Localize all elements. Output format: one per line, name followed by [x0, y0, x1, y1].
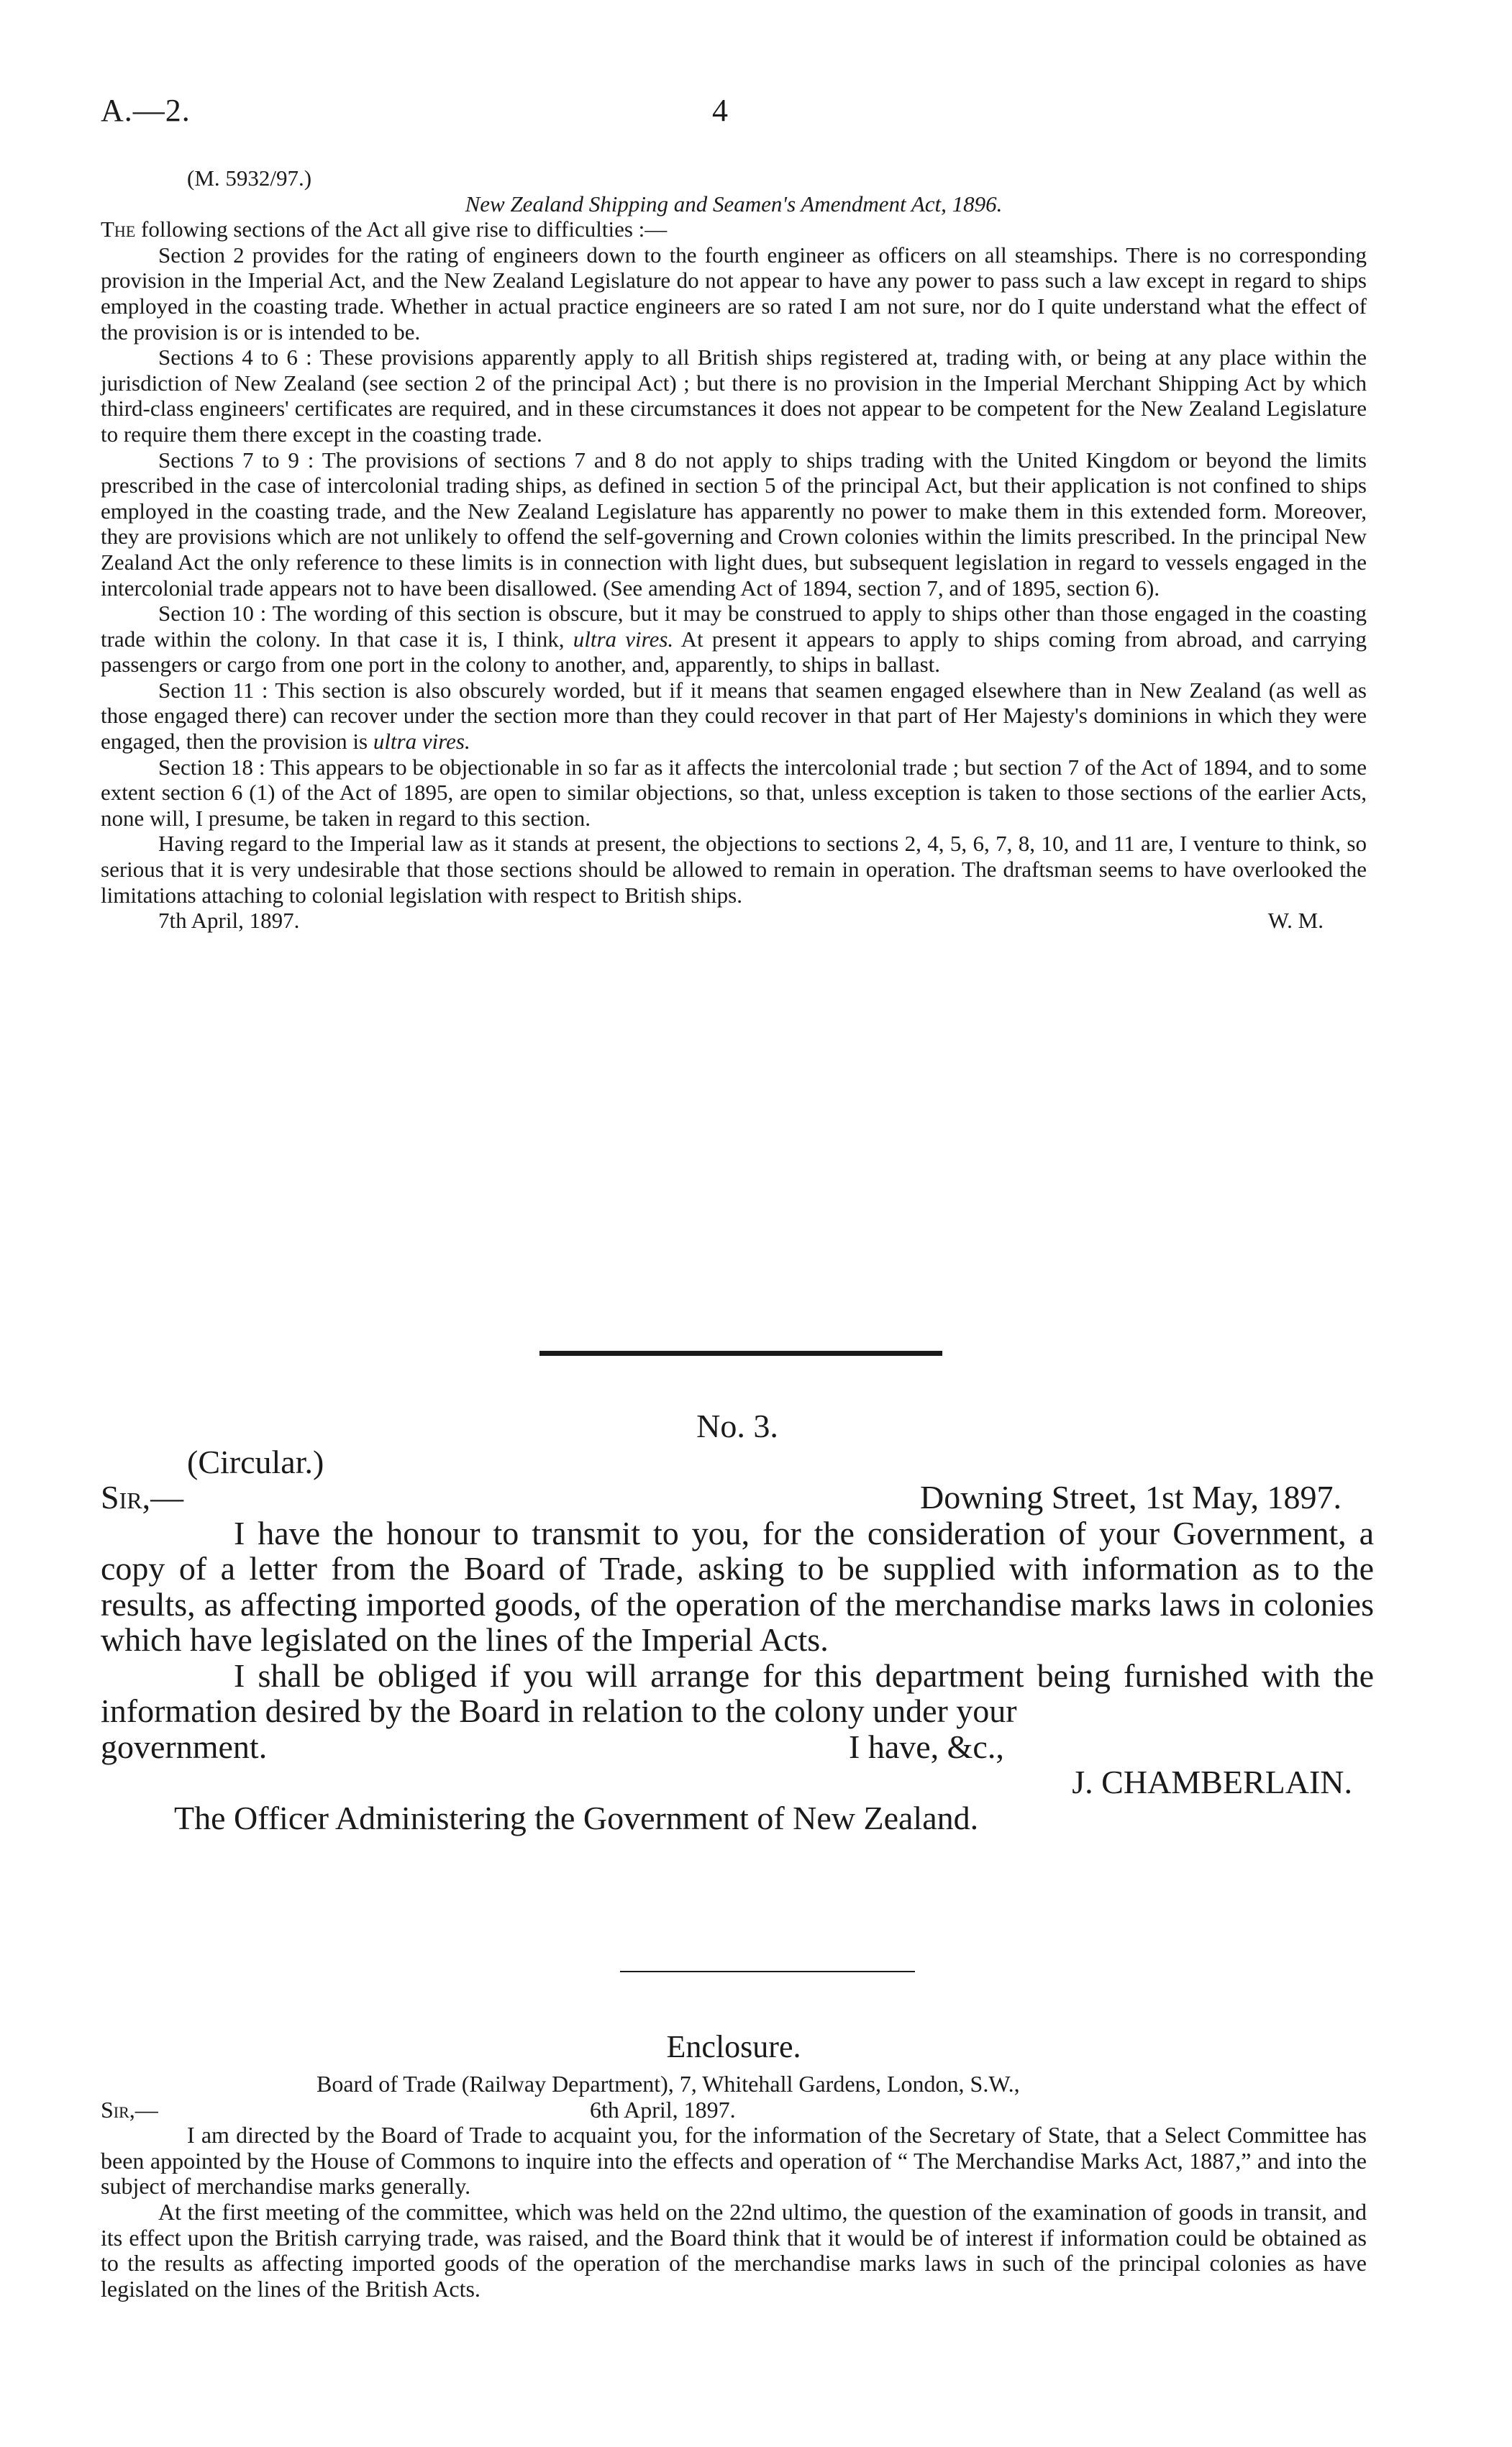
- page-reference: A.—2.: [101, 93, 191, 128]
- section-10-paragraph: [101, 601, 1367, 678]
- act-title: New Zealand Shipping and Seamen's Amendment Act, 1896.: [465, 191, 1003, 217]
- section-10-italic: ultra vires.: [573, 626, 674, 652]
- page-number: 4: [712, 93, 728, 128]
- closing: I have, &c.,: [849, 1728, 1004, 1765]
- intro-paragraph: [101, 217, 1367, 242]
- enclosure-address: Board of Trade (Railway Department), 7, Whitehall Gardens, London, S.W.,: [316, 2071, 1020, 2097]
- enclosure: [101, 2027, 1367, 2302]
- section-10-text-end: At present it appears to apply to ships coming from abroad, and carrying passengers or cargo from one port in the colony to another, and, apparently, to ships in ballast.: [101, 626, 1367, 678]
- salutation-row: [101, 1480, 1374, 1516]
- paragraph-end: government.: [101, 1728, 268, 1765]
- intro-rest: following sections of the Act all give rise to difficulties :—: [135, 217, 668, 242]
- intro-lead: The: [101, 217, 136, 242]
- section-divider: [539, 1351, 942, 1356]
- document-number: No. 3.: [696, 1408, 778, 1444]
- section-11-italic: ultra vires.: [373, 729, 470, 755]
- letter-signature: J. CHAMBERLAIN.: [1072, 1764, 1352, 1800]
- enclosure-paragraph-1: I am directed by the Board of Trade to acquaint you, for the information of the Secretary of State, that a Select Committee has been appointed by the House of Commons to inquire into the effects and operation of “ The Merchandise Marks Act, 1887,” and into the subject of merchandise marks generally.: [101, 2122, 1367, 2200]
- salutation: Sir,—: [101, 1479, 184, 1516]
- enclosure-salutation-row: [101, 2097, 1367, 2123]
- enclosure-salutation: Sir,—: [101, 2096, 158, 2123]
- sections-7-9-paragraph: Sections 7 to 9 : The provisions of sections 7 and 8 do not apply to ships trading with the United Kingdom or beyond the limits prescribed in the case of intercolonial trading ships, as defined in section 5 of the principal Act, but their application is not confined to ships employed in the coasting trade, and the New Zealand Legislature has apparently no power to make them in this extended form. Moreover, they are provisions which are not unlikely to offend the self-governing and Crown colonies within the limits prescribed. In the principal New Zealand Act the only reference to these limits is in connection with light dues, but subsequent legislation in regard to vessels engaged in the intercolonial trade appears not to have been disallowed. (See amending Act of 1894, section 7, and of 1895, section 6).: [101, 447, 1367, 601]
- sender-address-date: Downing Street, 1st May, 1897.: [919, 1479, 1342, 1516]
- section-divider-thin: [620, 1971, 915, 1972]
- addressee: The Officer Administering the Government of New Zealand.: [174, 1799, 979, 1836]
- concluding-paragraph: Having regard to the Imperial law as it stands at present, the objections to sections 2, 4, 5, 6, 7, 8, 10, and 11 are, I venture to think, so serious that it is very undesirable that those sections should be allowed to remain in operation. The draftsman seems to have overlooked the limitations attaching to colonial legislation with respect to British ships.: [101, 831, 1367, 908]
- letter-request-paragraph: I shall be obliged if you will arrange for this department being furnished with the information desired by the Board in relation to the colony under your: [101, 1657, 1374, 1729]
- memo-signature-row: [101, 908, 1367, 934]
- section-11-text: Section 11 : This section is also obscurely worded, but if it means that seamen engaged elsewhere than in New Zealand (as well as those engaged there) can recover under the section more than they could recover in that part of Her Majesty's dominions in which they were engaged, then the provision is: [101, 677, 1367, 755]
- memo-date: 7th April, 1897.: [158, 908, 300, 934]
- closing-row: [101, 1729, 1374, 1765]
- section-11-paragraph: [101, 678, 1367, 755]
- enclosure-title: Enclosure.: [666, 2029, 801, 2064]
- circular-label: (Circular.): [187, 1443, 324, 1480]
- memo-section: [101, 165, 1367, 934]
- circular-letter: [101, 1408, 1374, 1836]
- enclosure-paragraph-2: At the first meeting of the committee, which was held on the 22nd ultimo, the question of the examination of goods in transit, and its effect upon the British carrying trade, was raised, and the Board think that it would be of interest if information could be obtained as to the results as affecting imported goods of the operation of the merchandise marks laws in such of the principal colonies as have legislated on the lines of the British Acts.: [101, 2198, 1367, 2302]
- letter-body-paragraph: I have the honour to transmit to you, for the consideration of your Government, a copy of a letter from the Board of Trade, asking to be supplied with information as to the results, as affecting imported goods, of the operation of the merchandise marks laws in colonies which have legislated on the lines of the Imperial Acts.: [101, 1514, 1374, 1658]
- file-reference: (M. 5932/97.): [187, 165, 312, 191]
- section-18-paragraph: Section 18 : This appears to be objectionable in so far as it affects the intercolonial trade ; but section 7 of the Act of 1894, and to some extent section 6 (1) of the Act of 1895, are open to similar objections, so that, unless exception is taken to those sections of the earlier Acts, none will, I presume, be taken in regard to this section.: [101, 754, 1367, 831]
- sections-4-6-paragraph: Sections 4 to 6 : These provisions apparently apply to all British ships registered at, trading with, or being at any place within the jurisdiction of New Zealand (see section 2 of the principal Act) ; but there is no provision in the Imperial Merchant Shipping Act by which third-class engineers' certificates are required, and in these circumstances it does not appear to be competent for the New Zealand Legislature to require them there except in the coasting trade.: [101, 345, 1367, 447]
- memo-signature: W. M.: [1267, 908, 1324, 934]
- enclosure-date: 6th April, 1897.: [590, 2096, 736, 2123]
- section-10-text: Section 10 : The wording of this section is obscure, but it may be construed to apply to ships other than those engaged in the coasting trade within the colony. In that case it is, I think,: [101, 601, 1367, 652]
- section-2-paragraph: Section 2 provides for the rating of engineers down to the fourth engineer as officers on all steamships. There is no corresponding provision in the Imperial Act, and the New Zealand Legislature do not appear to have any power to pass such a law except in regard to ships employed in the coasting trade. Whether in actual practice engineers are so rated I am not sure, nor do I quite understand what the effect of the provision is or is intended to be.: [101, 242, 1367, 345]
